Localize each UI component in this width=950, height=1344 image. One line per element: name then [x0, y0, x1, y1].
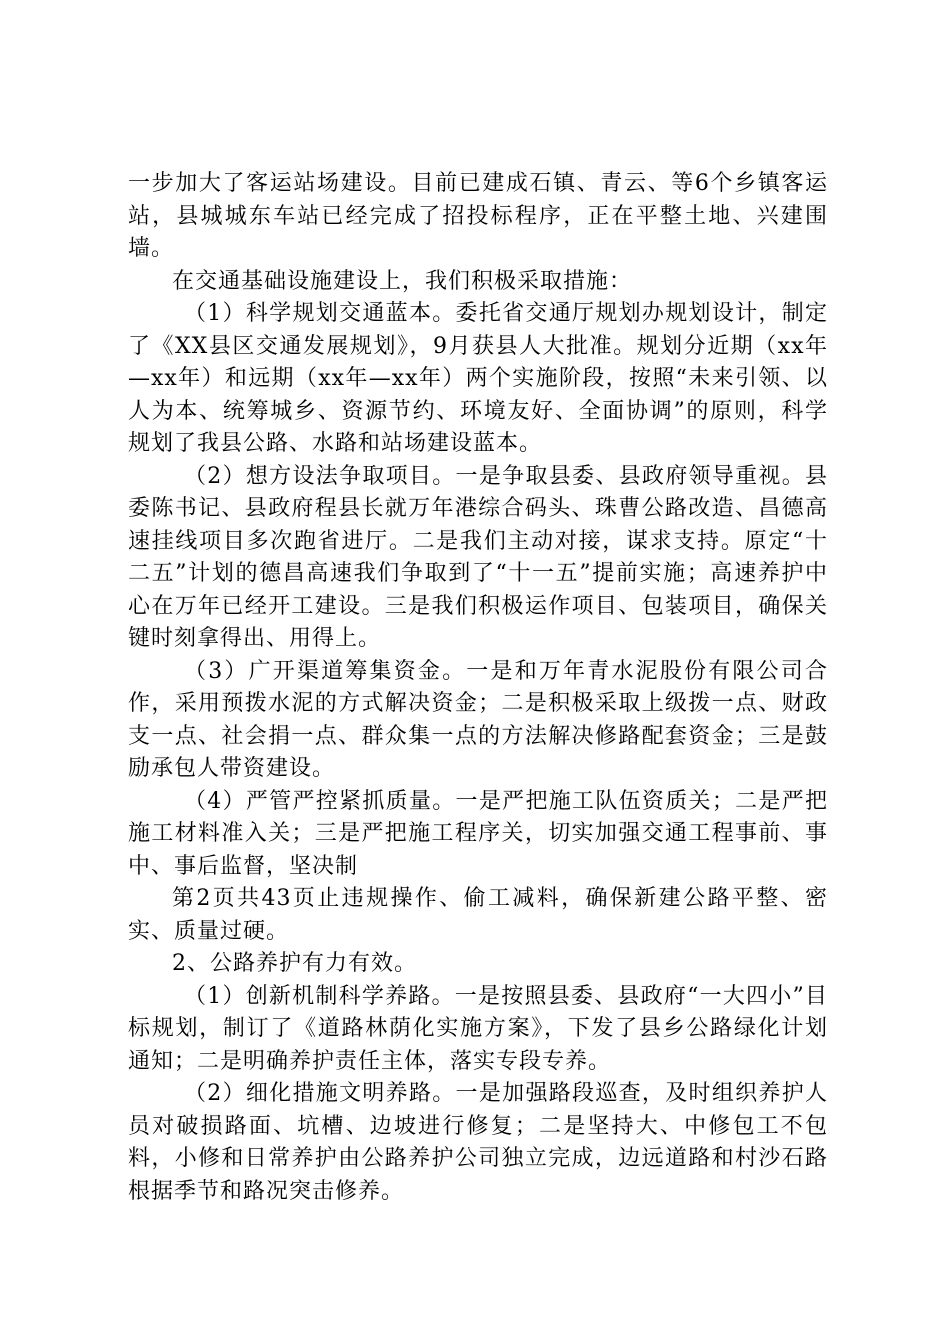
paragraph-planning: （1）科学规划交通蓝本。委托省交通厅规划办规划设计，制定了《XX县区交通发展规划》，9月获县人大批准。规划分近期（xx年—xx年）和远期（xx年—xx年）两个实施阶段，按照“未来引领、以人为本、统筹城乡、资源节约、环境友好、全面协调”的原则，科学规划了我县公路、水路和站场建设蓝本。 — [128, 301, 828, 456]
paragraph-funding: （3）广开渠道筹集资金。一是和万年青水泥股份有限公司合作，采用预拨水泥的方式解决资金；二是积极采取上级拨一点、财政支一点、社会捐一点、群众集一点的方法解决修路配套资金；三是鼓励承包人带资建设。 — [128, 658, 828, 781]
paragraph-infrastructure-intro: 在交通基础设施建设上，我们积极采取措施： — [172, 268, 633, 294]
paragraph-projects: （2）想方设法争取项目。一是争取县委、县政府领导重视。县委陈书记、县政府程县长就万年港综合码头、珠曹公路改造、昌德高速挂线项目多次跑省进厅。二是我们主动对接，谋求支持。原定“十二五”计划的德昌高速我们争取到了“十一五”提前实施；高速养护中心在万年已经开工建设。三是我们积极运作项目、包装项目，确保关键时刻拿得出、用得上。 — [128, 463, 828, 651]
paragraph-quality: （4）严管严控紧抓质量。一是严把施工队伍资质关；二是严把施工材料准入关；三是严把施工程序关，切实加强交通工程事前、事中、事后监督，坚决制 — [128, 788, 828, 879]
paragraph-maintenance-measures: （2）细化措施文明养路。一是加强路段巡查，及时组织养护人员对破损路面、坑槽、边坡进行修复；二是坚持大、中修包工不包料，小修和日常养护由公路养护公司独立完成，边远道路和村沙石路根据季节和路况突击修养。 — [128, 1081, 828, 1204]
paragraph-passenger-stations: 一步加大了客运站场建设。目前已建成石镇、青云、等6个乡镇客运站，县城城东车站已经完成了招投标程序，正在平整土地、兴建围墙。 — [128, 171, 828, 261]
document-body — [128, 168, 828, 1208]
paragraph-maintenance-mechanism: （1）创新机制科学养路。一是按照县委、县政府“一大四小”目标规划，制订了《道路林荫化实施方案》，下发了县乡公路绿化计划通知；二是明确养护责任主体，落实专段专养。 — [128, 983, 828, 1074]
paragraph-page-break-continuation: 第2页共43页止违规操作、偷工减料，确保新建公路平整、密实、质量过硬。 — [128, 886, 828, 944]
section-heading-maintenance: 2、公路养护有力有效。 — [172, 951, 417, 976]
